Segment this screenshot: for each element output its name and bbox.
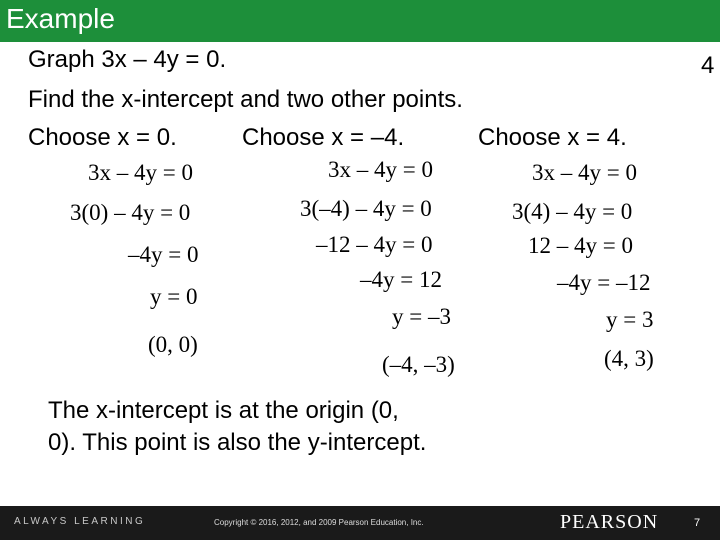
problem-statement: Graph 3x – 4y = 0. [28,46,227,73]
intercept-note: The x-intercept is at the origin (0, 0). This point is also the y-intercept. [48,397,427,456]
col3-step-5: y = 3 [606,307,654,332]
col2-point: (–4, –3) [382,352,455,377]
footer-copyright: Copyright © 2016, 2012, and 2009 Pearson Education, Inc. [214,518,424,527]
col3-point: (4, 3) [604,346,654,371]
col2-step-2: 3(–4) – 4y = 0 [300,196,432,221]
col1-step-4: y = 0 [150,284,198,309]
col1-point: (0, 0) [148,332,198,357]
slide-title: Example [6,3,115,34]
col1-step-3: –4y = 0 [128,242,199,267]
col3-step-2: 3(4) – 4y = 0 [512,199,633,224]
col3-step-4: –4y = –12 [557,270,651,295]
col1-step-1: 3x – 4y = 0 [88,160,193,185]
title-bar [0,0,720,42]
pearson-logo: PEARSON [560,511,659,533]
col1-step-2: 3(0) – 4y = 0 [70,200,191,225]
choice-x-4: Choose x = 4. [478,124,627,151]
col2-step-1: 3x – 4y = 0 [328,157,433,182]
col2-step-5: y = –3 [392,304,451,329]
footer-bar [0,506,720,540]
page-number: 7 [694,517,701,529]
slide-number-top: 4 [701,52,715,79]
footer-tagline: ALWAYS LEARNING [14,516,146,527]
col2-step-4: –4y = 12 [360,267,442,292]
col3-step-1: 3x – 4y = 0 [532,160,637,185]
choice-x-neg4: Choose x = –4. [242,124,405,151]
choice-x-0: Choose x = 0. [28,124,177,151]
task-statement: Find the x-intercept and two other points. [28,86,463,113]
col3-step-3: 12 – 4y = 0 [528,233,633,258]
col2-step-3: –12 – 4y = 0 [316,232,433,257]
